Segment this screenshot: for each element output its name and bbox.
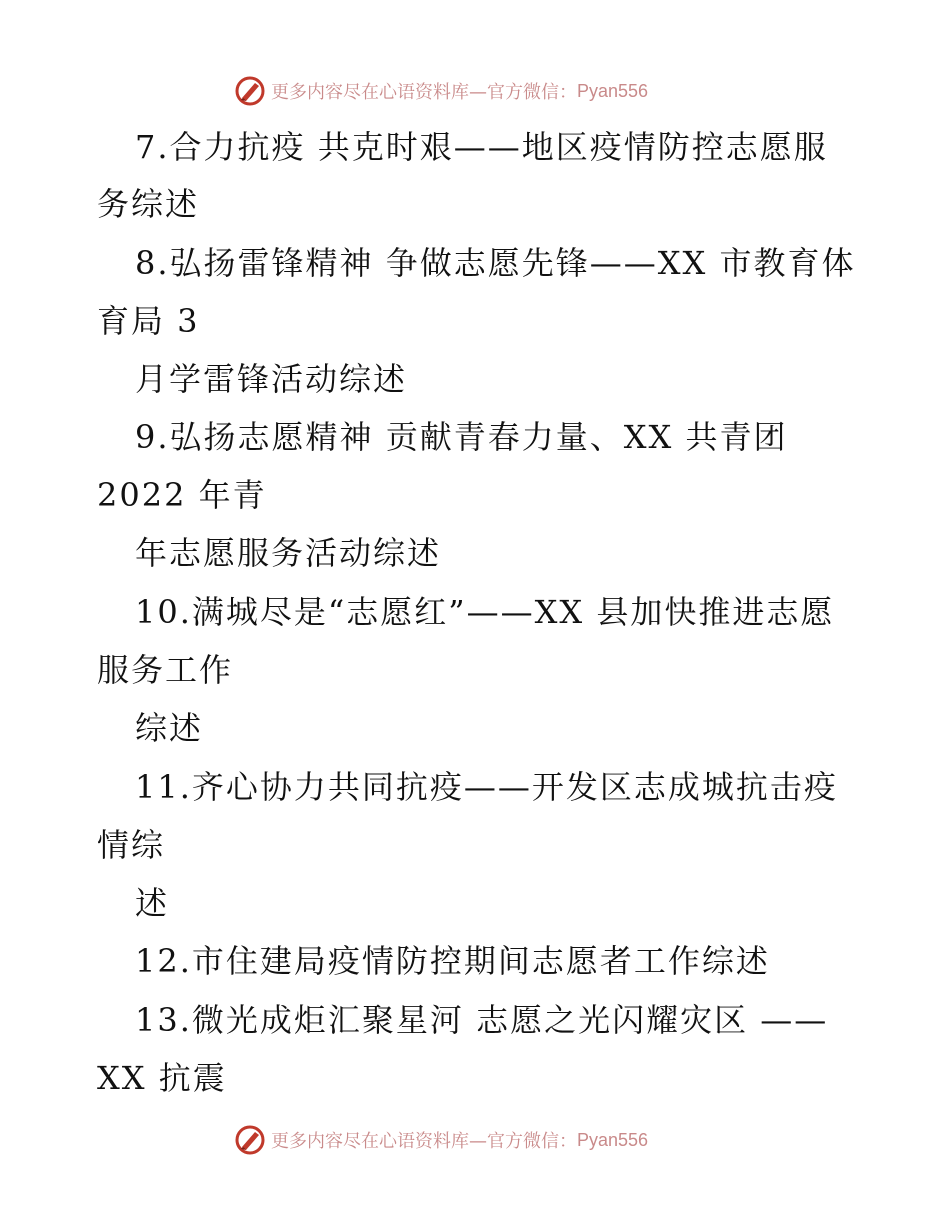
text-line: 13.微光成炬汇聚星河 志愿之光闪耀灾区 —— xyxy=(135,1001,829,1039)
text-line: 情综 xyxy=(97,826,166,864)
text-line: 2022 年青 xyxy=(97,476,267,514)
brush-logo-icon xyxy=(233,1123,267,1157)
text-line: 育局 3 xyxy=(97,302,200,340)
text-line: 述 xyxy=(135,884,170,922)
text-line: 11.齐心协力共同抗疫——开发区志成城抗击疫 xyxy=(135,768,838,806)
watermark-wechat-id: Pyan556 xyxy=(577,80,649,101)
footer-watermark xyxy=(233,1121,733,1159)
watermark-text: 更多内容尽在心语资料库—官方微信： xyxy=(271,82,577,103)
text-line: 10.满城尽是“志愿红”——XX 县加快推进志愿 xyxy=(135,593,835,631)
text-line: 9.弘扬志愿精神 贡献青春力量、XX 共青团 xyxy=(135,418,788,456)
text-line: 12.市住建局疫情防控期间志愿者工作综述 xyxy=(135,942,770,980)
text-line: XX 抗震 xyxy=(97,1059,227,1097)
text-line: 7.合力抗疫 共克时艰——地区疫情防控志愿服 xyxy=(135,128,828,166)
text-line: 务综述 xyxy=(97,185,200,223)
watermark-text: 更多内容尽在心语资料库—官方微信： xyxy=(271,1131,577,1152)
text-line: 年志愿服务活动综述 xyxy=(135,534,442,572)
text-line: 综述 xyxy=(135,709,204,747)
text-line: 月学雷锋活动综述 xyxy=(135,360,408,398)
text-line: 服务工作 xyxy=(97,651,234,689)
text-line: 8.弘扬雷锋精神 争做志愿先锋——XX 市教育体 xyxy=(135,244,856,282)
watermark-wechat-id: Pyan556 xyxy=(577,1129,649,1150)
